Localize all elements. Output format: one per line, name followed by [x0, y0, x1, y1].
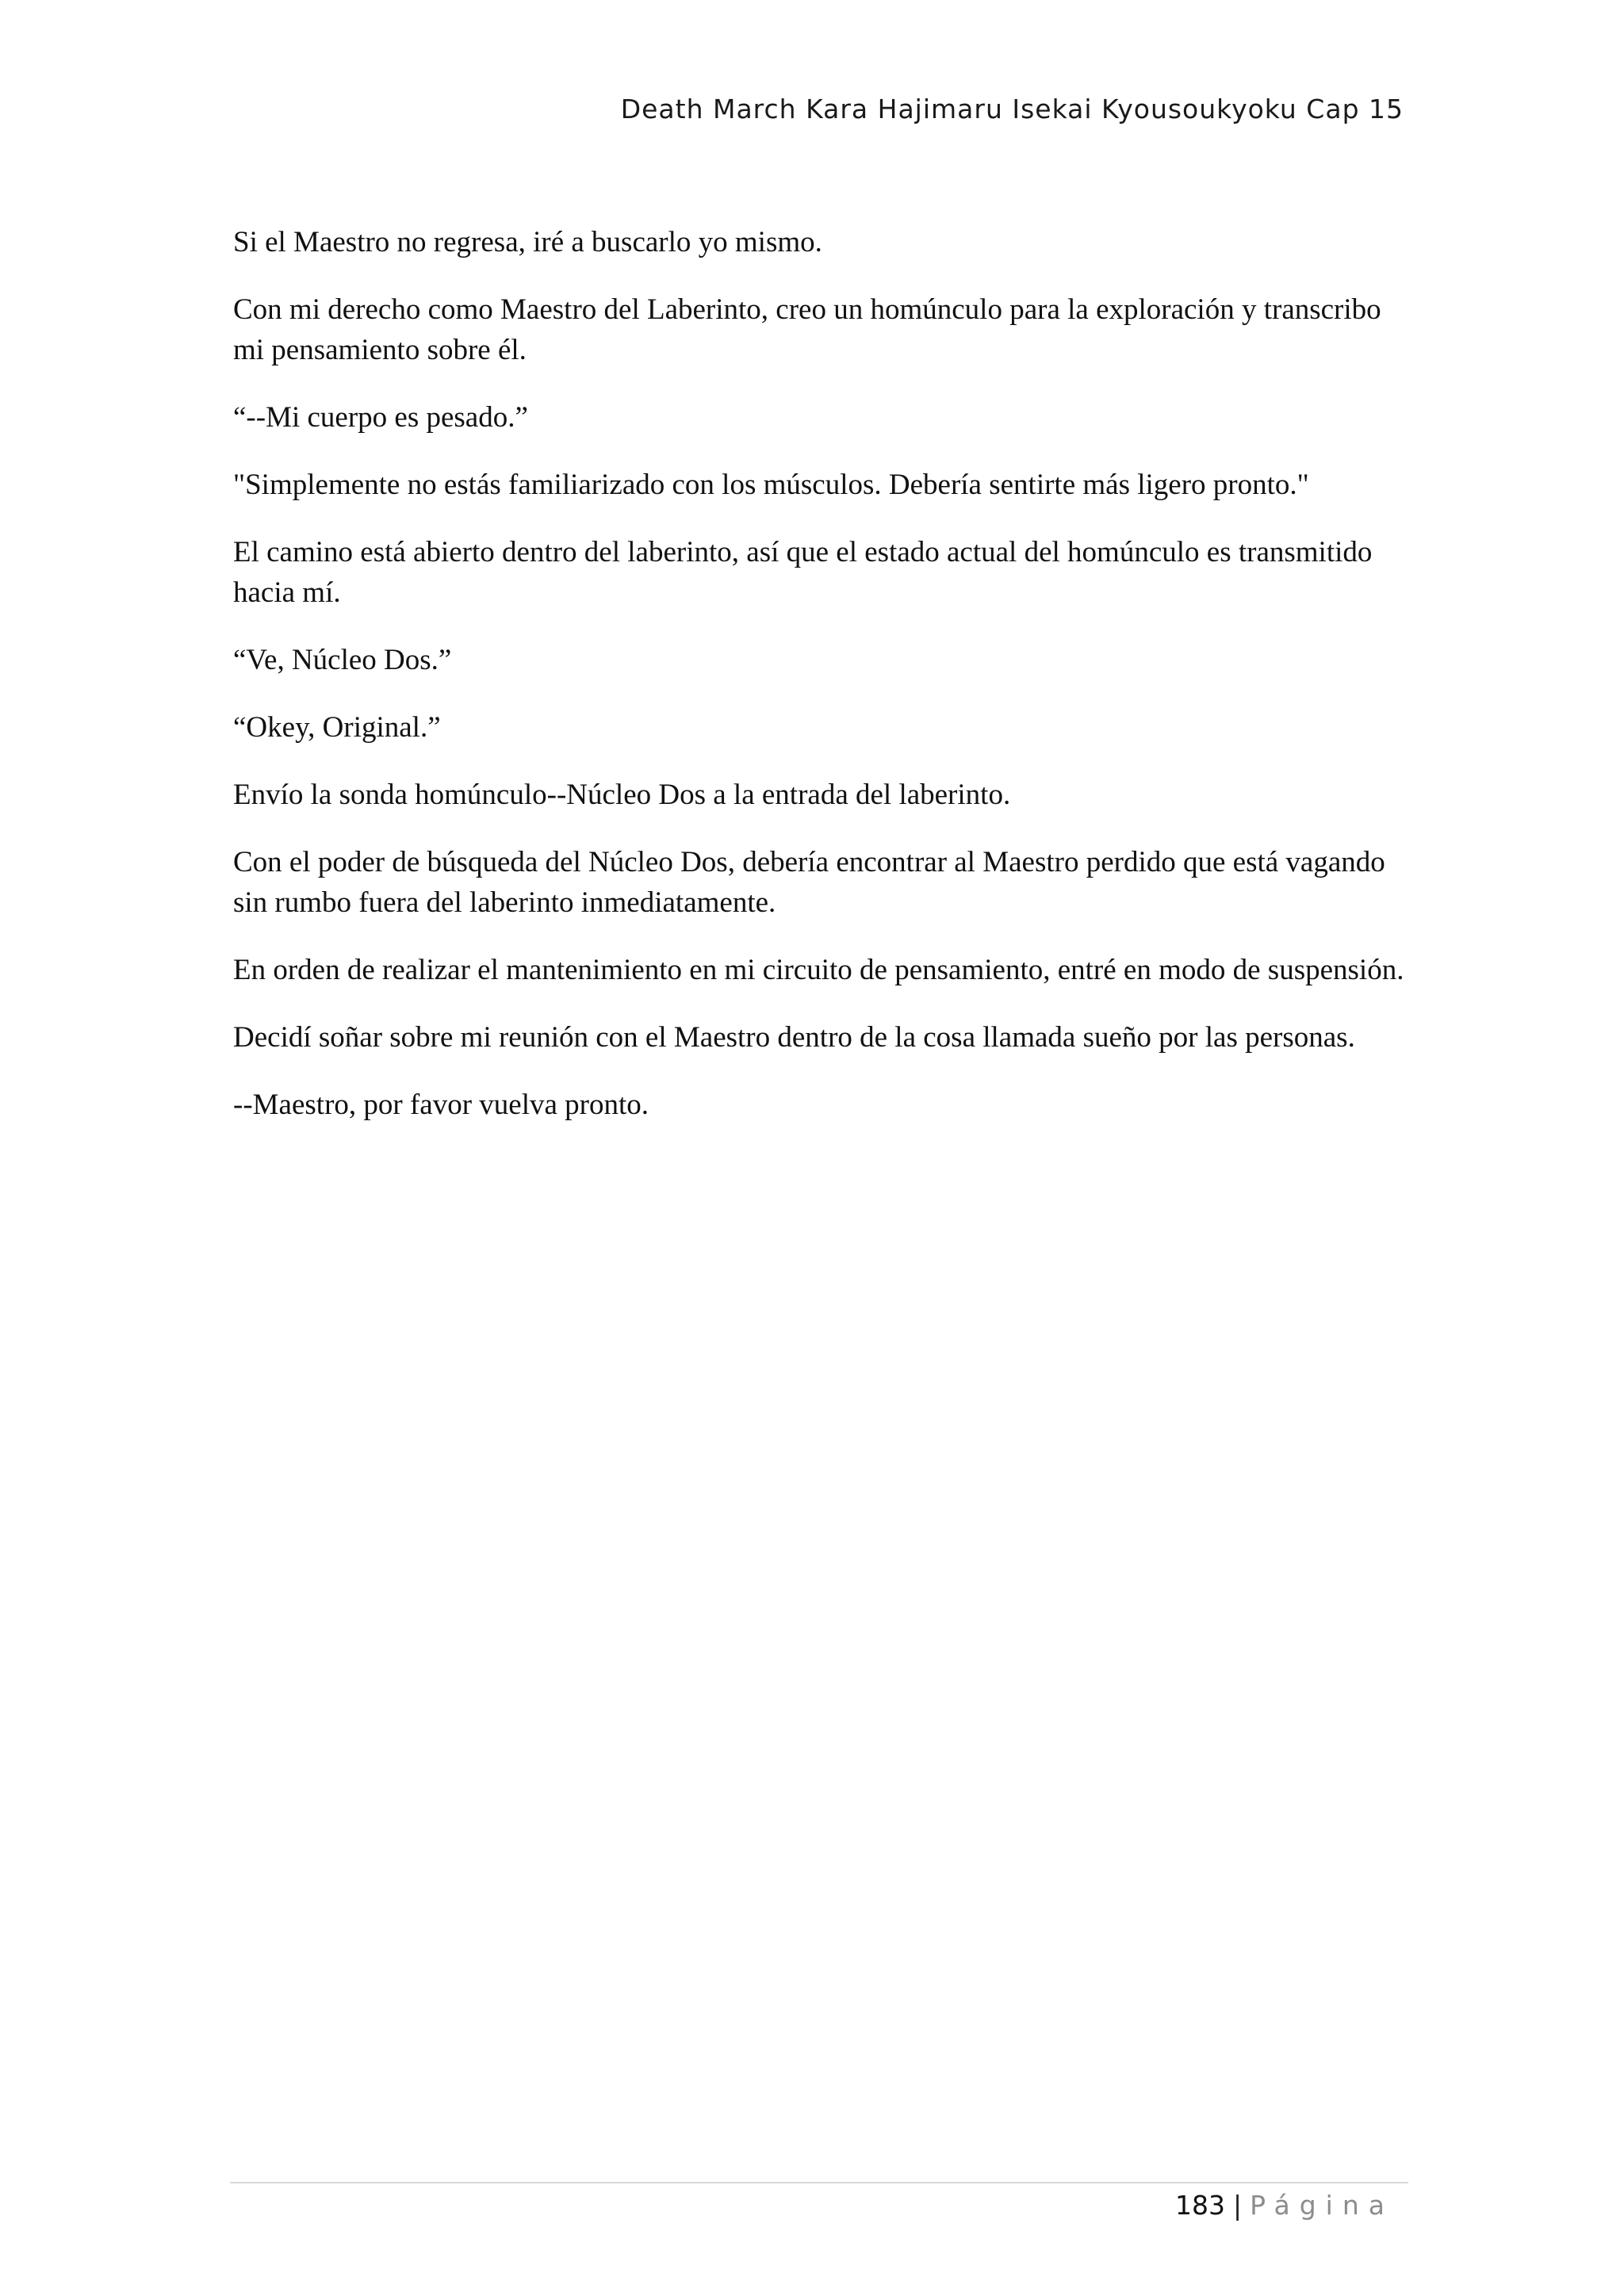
paragraph: "Simplemente no estás familiarizado con los músculos. Debería sentirte más ligero pronto." — [233, 469, 1309, 501]
paragraph: Si el Maestro no regresa, iré a buscarlo yo mismo. — [233, 226, 822, 258]
footer-divider — [230, 2182, 1408, 2183]
paragraph: “--Mi cuerpo es pesado.” — [233, 401, 528, 434]
paragraph: Envío la sonda homúnculo--Núcleo Dos a la entrada del laberinto. — [233, 779, 1011, 811]
paragraph: En orden de realizar el mantenimiento en mi circuito de pensamiento, entré en modo de suspensión. — [233, 954, 1404, 986]
paragraph: --Maestro, por favor vuelva pronto. — [233, 1089, 649, 1121]
paragraph: “Ve, Núcleo Dos.” — [233, 644, 452, 676]
page-label: Página — [1250, 2190, 1394, 2221]
paragraph: “Okey, Original.” — [233, 711, 441, 744]
paragraph: El camino está abierto dentro del laberinto, así que el estado actual del homúnculo es transmitido hacia mí. — [233, 536, 1373, 609]
body-text — [233, 222, 1407, 1152]
paragraph: Decidí soñar sobre mi reunión con el Maestro dentro de la cosa llamada sueño por las personas. — [233, 1021, 1355, 1054]
page-number: 183 — [1174, 2190, 1225, 2221]
footer-separator: | — [1232, 2190, 1243, 2221]
paragraph: Con mi derecho como Maestro del Laberinto, creo un homúnculo para la exploración y transcribo mi pensamiento sobre él. — [233, 293, 1381, 366]
paragraph: Con el poder de búsqueda del Núcleo Dos, debería encontrar al Maestro perdido que está vagando sin rumbo fuera del laberinto inmediatamente. — [233, 846, 1385, 919]
page-footer — [1175, 2190, 1394, 2221]
running-header: Death March Kara Hajimaru Isekai Kyousoukyoku Cap 15 — [620, 94, 1404, 124]
